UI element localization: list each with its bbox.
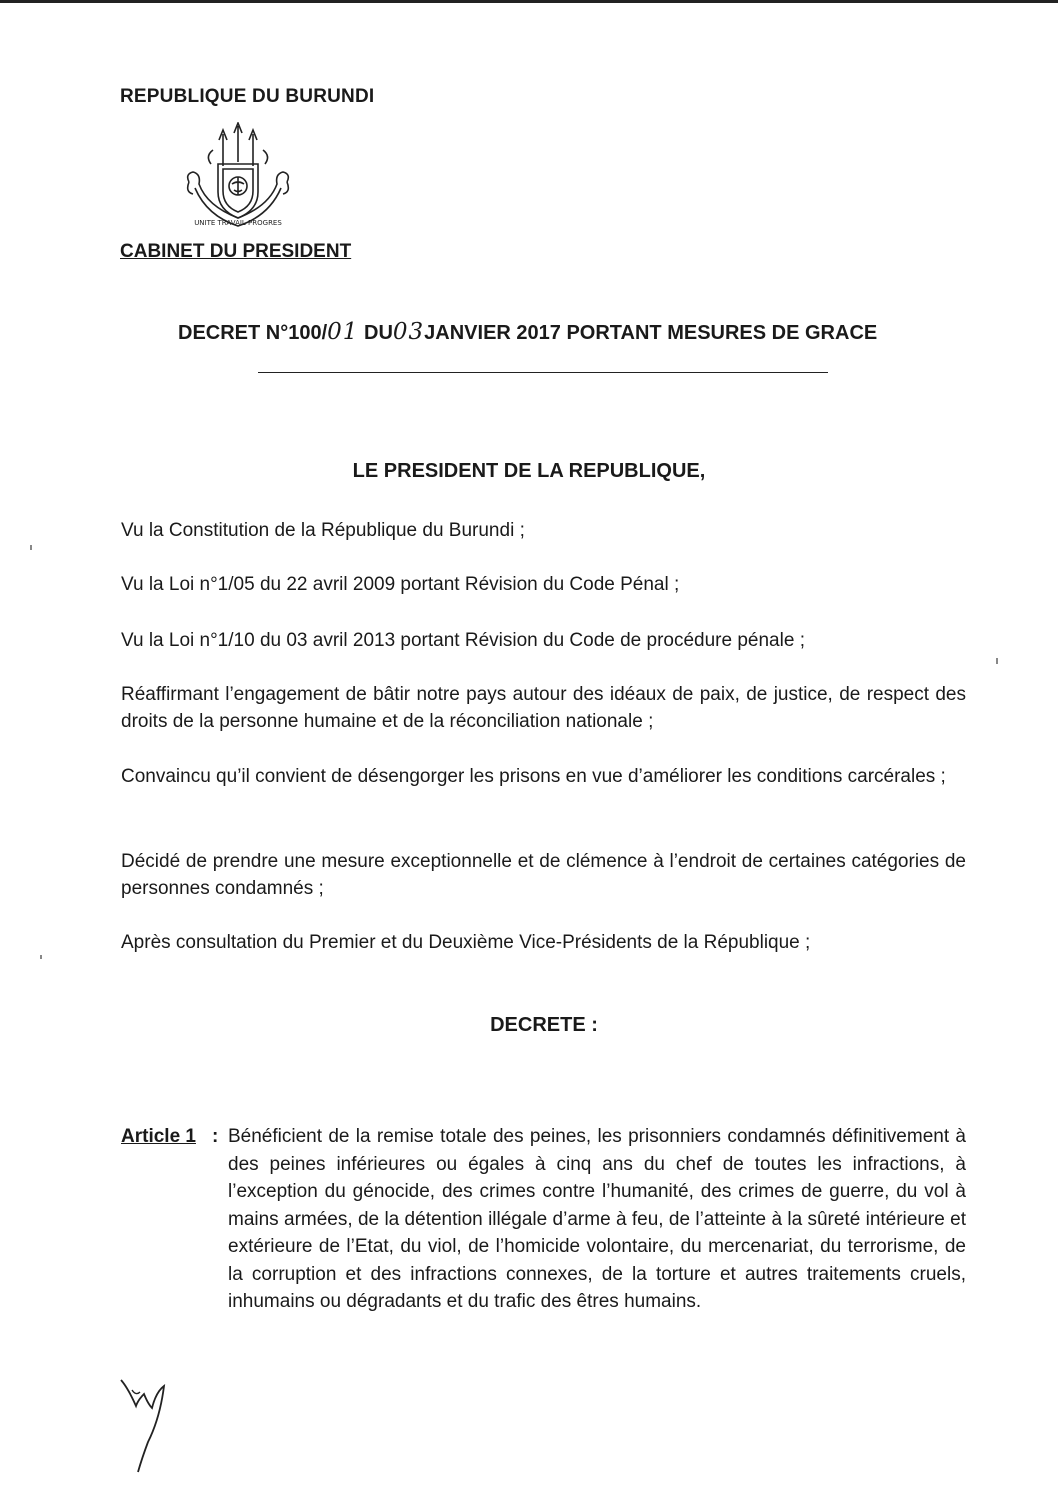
decree-number-handwritten: 01 <box>327 319 359 345</box>
page-top-border <box>0 0 1058 3</box>
decree-title <box>178 319 877 345</box>
decree-title-suffix: JANVIER 2017 PORTANT MESURES DE GRACE <box>424 322 878 344</box>
article-1-label: Article 1 <box>121 1126 196 1147</box>
title-underline-rule <box>258 372 828 373</box>
preamble-consultation: Après consultation du Premier et du Deuxième Vice-Présidents de la République ; <box>121 932 811 953</box>
preamble-reaffirming: Réaffirmant l’engagement de bâtir notre pays autour des idéaux de paix, de justice, de respect des droits de la personne humaine et de la réconciliation nationale ; <box>121 684 966 732</box>
header-cabinet: CABINET DU PRESIDENT <box>120 241 352 262</box>
preamble-constitution: Vu la Constitution de la République du Burundi ; <box>121 520 525 541</box>
coat-of-arms-emblem <box>183 122 293 240</box>
preamble-convinced: Convaincu qu’il convient de désengorger les prisons en vue d’améliorer les conditions carcérales ; <box>121 766 946 787</box>
scan-speck <box>30 545 32 550</box>
decree-title-prefix: DECRET N°100/ <box>178 322 328 344</box>
scan-speck <box>996 658 998 664</box>
preamble-penal-code: Vu la Loi n°1/05 du 22 avril 2009 portant Révision du Code Pénal ; <box>121 574 680 595</box>
article-1-text: Bénéficient de la remise totale des peines, les prisonniers condamnés définitivement à des peines inférieures ou égales à cinq ans du chef de toutes les infractions, à l’exception du génocide, des crimes contre l’humanité, des crimes de guerre, du vol à mains armées, de la détention illégale d’arme à feu, de l’atteinte à la sûreté intérieure et extérieure de l’Etat, du viol, de l’homicide volontaire, du mercenariat, du terrorisme, de la corruption et des infractions connexes, de la torture et autres traitements cruels, inhumains ou dégradants et du trafic des êtres humains. <box>228 1126 966 1312</box>
emblem-motto: UNITE TRAVAIL PROGRES <box>194 219 282 227</box>
president-heading: LE PRESIDENT DE LA REPUBLIQUE, <box>352 460 706 482</box>
scan-speck <box>40 955 42 959</box>
header-republic: REPUBLIQUE DU BURUNDI <box>120 86 375 107</box>
decree-title-du: DU <box>358 322 393 344</box>
preamble-decided: Décidé de prendre une mesure exceptionnelle et de clémence à l’endroit de certaines catégories de personnes condamnés ; <box>121 851 966 899</box>
decree-day-handwritten: 03 <box>392 319 425 345</box>
preamble-procedure-code: Vu la Loi n°1/10 du 03 avril 2013 portant Révision du Code de procédure pénale ; <box>121 630 805 651</box>
article-1-colon: : <box>212 1126 219 1147</box>
handwritten-initials <box>118 1378 178 1474</box>
decrete-heading: DECRETE : <box>490 1014 598 1036</box>
